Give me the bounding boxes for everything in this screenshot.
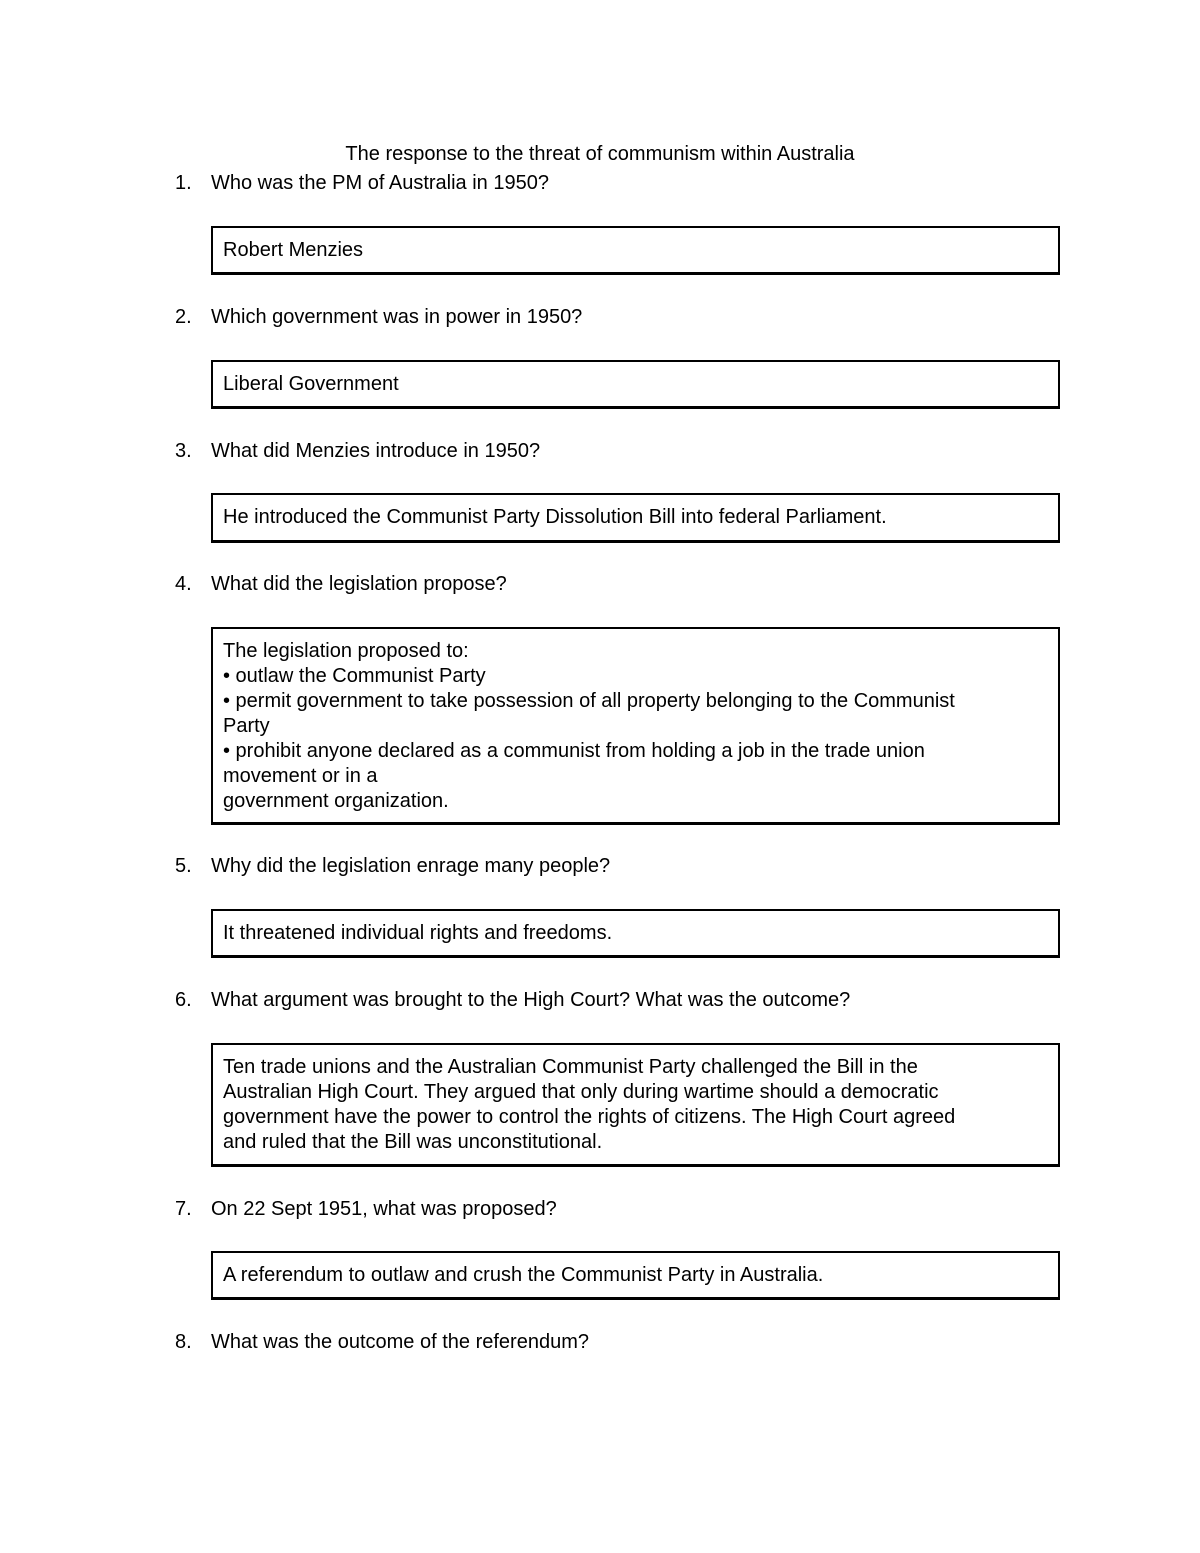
question-6 [175,988,850,1012]
question-3 [175,439,540,463]
question-8 [175,1330,589,1354]
answer-box-2[interactable] [211,360,1060,409]
question-2 [175,305,582,329]
question-number: 7. [175,1198,192,1220]
answer-box-5[interactable] [211,909,1060,958]
answer-line: He introduced the Communist Party Dissolution Bill into federal Parliament. [223,506,887,528]
answer-box-4[interactable] [211,627,1060,825]
answer-line: movement or in a [223,765,378,787]
answer-box-7[interactable] [211,1251,1060,1300]
answer-line: Robert Menzies [223,239,364,261]
answer-line: government have the power to control the rights of citizens. The High Court agreed [223,1106,956,1128]
answer-line: and ruled that the Bill was unconstitutional. [223,1131,603,1153]
question-text: Which government was in power in 1950? [211,306,583,328]
question-number: 5. [175,855,192,877]
answer-line: Australian High Court. They argued that only during wartime should a democratic [223,1081,939,1103]
answer-line: • prohibit anyone declared as a communist from holding a job in the trade union [223,740,925,762]
question-4 [175,572,507,596]
page-title: The response to the threat of communism within Australia [345,143,855,165]
question-1 [175,171,549,195]
question-number: 8. [175,1331,192,1353]
question-text: What did Menzies introduce in 1950? [211,440,541,462]
question-text: On 22 Sept 1951, what was proposed? [211,1198,557,1220]
answer-line: The legislation proposed to: [223,640,469,662]
question-text: Why did the legislation enrage many people? [211,855,611,877]
answer-box-3[interactable] [211,493,1060,543]
question-text: Who was the PM of Australia in 1950? [211,172,549,194]
answer-line: A referendum to outlaw and crush the Communist Party in Australia. [223,1264,824,1286]
question-7 [175,1197,557,1221]
question-text: What was the outcome of the referendum? [211,1331,589,1353]
question-number: 3. [175,440,192,462]
answer-line: Ten trade unions and the Australian Communist Party challenged the Bill in the [223,1056,918,1078]
answer-line: • permit government to take possession of all property belonging to the Communist [223,690,955,712]
answer-box-6[interactable] [211,1043,1060,1167]
question-text: What argument was brought to the High Court? What was the outcome? [211,989,851,1011]
question-text: What did the legislation propose? [211,573,507,595]
question-5 [175,854,610,878]
answer-line: • outlaw the Communist Party [223,665,486,687]
answer-box-1[interactable] [211,226,1060,275]
question-number: 1. [175,172,192,194]
question-number: 6. [175,989,192,1011]
answer-line: Party [223,715,270,737]
answer-line: It threatened individual rights and freedoms. [223,922,613,944]
question-number: 2. [175,306,192,328]
answer-line: Liberal Government [223,373,399,395]
answer-line: government organization. [223,790,449,812]
question-number: 4. [175,573,192,595]
